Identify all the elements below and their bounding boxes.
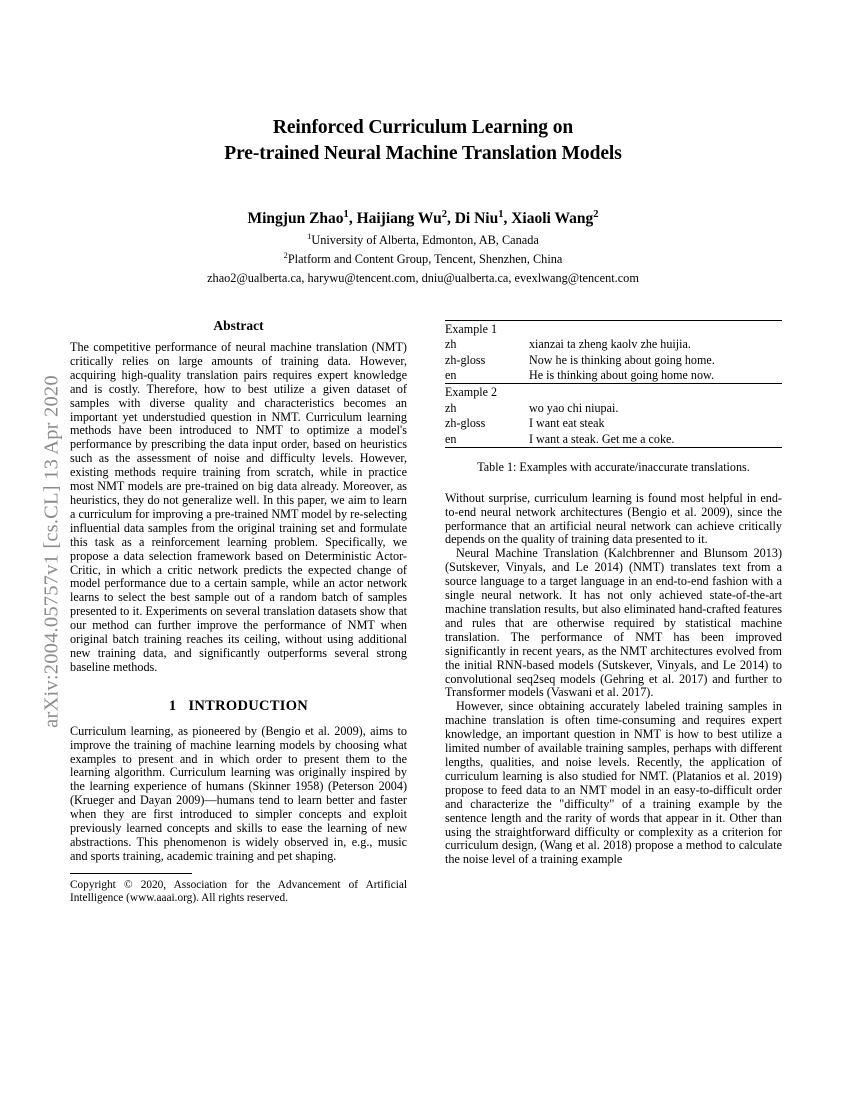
title-line-1: Reinforced Curriculum Learning on <box>272 117 574 138</box>
row-value: He is thinking about going home now. <box>529 368 714 383</box>
table-row <box>445 431 782 447</box>
introduction-number: 1 <box>168 697 177 714</box>
row-label: en <box>445 368 457 383</box>
table-row <box>445 337 782 353</box>
affiliation-2: $^2$Platform and Content Group, Tencent, Shenzhen, China <box>283 250 563 266</box>
right-column <box>445 318 782 905</box>
row-value: xianzai ta zheng kaolv zhe huijia. <box>529 337 691 352</box>
table-row <box>445 368 782 384</box>
row-label: en <box>445 431 529 447</box>
footnote-divider <box>70 873 192 874</box>
table-row <box>445 321 782 337</box>
author-emails: zhao2@ualberta.ca, harywu@tencent.com, dniu@ualberta.ca, evexlwang@tencent.com <box>207 271 639 285</box>
copyright-notice: Copyright © 2020, Association for the Advancement of Artificial Intelligence (www.aaai.org). All rights reserved. <box>70 878 407 905</box>
table-row <box>445 352 782 368</box>
row-label: zh <box>445 337 457 352</box>
row-value: I want eat steak <box>529 416 605 431</box>
page-title <box>70 115 776 167</box>
example-2-header: Example 2 <box>445 384 782 400</box>
table-caption: Table 1: Examples with accurate/inaccurate translations. <box>477 459 750 474</box>
introduction-heading <box>70 698 407 715</box>
example-1-header: Example 1 <box>445 321 782 337</box>
title-line-2: Pre-trained Neural Machine Translation Models <box>224 143 622 164</box>
right-column-text <box>445 492 782 867</box>
row-label: zh-gloss <box>445 416 486 431</box>
row-value: I want a steak. Get me a coke. <box>529 431 782 447</box>
row-value: Now he is thinking about going home. <box>529 352 715 367</box>
introduction-title: INTRODUCTION <box>188 697 309 714</box>
right-paragraph-1: Without surprise, curriculum learning is found most helpful in end-to-end neural network architectures (Bengio et al. 2009), since the performance that an artificial neural network can achieve critically depends on the quality of training data presented to it. <box>445 490 782 547</box>
two-column-body <box>70 318 782 905</box>
row-value: wo yao chi niupai. <box>529 400 619 415</box>
paper-header <box>70 115 776 286</box>
arxiv-stamp: arXiv:2004.05757v1 [cs.CL] 13 Apr 2020 <box>40 375 63 728</box>
row-label: zh <box>445 400 457 415</box>
introduction-paragraph-1: Curriculum learning, as pioneered by (Bengio et al. 2009), aims to improve the training of machine learning models by choosing what examples to present and in which order to present them to the learning algorithm. Curriculum learning was originally inspired by the learning experience of humans (Skinner 1958) (Peterson 2004) (Krueger and Dayan 2009)—humans tend to learn better and faster when they are first introduced to simpler concepts and exploit previously learned concepts and skills to ease the learning of new abstractions. This phenomenon is widely observed in, e.g., music and sports training, academic training and pet shaping. <box>70 723 407 863</box>
right-paragraph-3: However, since obtaining accurately labeled training samples in machine translation is often time-consuming and requires expert knowledge, an important question in NMT is how to best utilize a limited number of available training samples, perhaps with different lengths, qualities, and noise levels. Recently, the application of curriculum learning is also studied for NMT. (Platanios et al. 2019) propose to feed data to an NMT model in an easy-to-difficult order and characterize the "difficulty" of a training example by the sentence length and the rarity of words that appear in it. Other than using the straightforward difficulty or complexity as a criterion for curriculum design, (Wang et al. 2018) propose a method to calculate the noise level of a training example <box>445 699 782 867</box>
author-list: Mingjun Zhao$^1$, Haijiang Wu$^2$, Di Niu$^1$, Xiaoli Wang$^2$ <box>247 208 599 227</box>
row-label: zh-gloss <box>445 352 486 367</box>
affiliation-2-text: Platform and Content Group, Tencent, Shenzhen, China <box>287 252 563 266</box>
affiliation-1-text: University of Alberta, Edmonton, AB, Canada <box>311 233 539 247</box>
right-paragraph-2: Neural Machine Translation (Kalchbrenner and Blunsom 2013) (Sutskever, Vinyals, and Le 2014) (NMT) translates text from a source language to a target language in an end-to-end fashion with a single neural network. It has not only achieved state-of-the-art machine translation results, but also eliminated hand-crafted features and rules that are otherwise required by statistical machine translation. The performance of NMT has been improved significantly in recent years, as the NMT architectures evolved from the initial RNN-based models (Sutskever, Vinyals, and Le 2014) to convolutional seq2seq models (Gehring et al. 2017) and further to Transformer models (Vaswani et al. 2017). <box>445 546 782 700</box>
table-row <box>445 416 782 432</box>
examples-table <box>445 320 782 474</box>
abstract-heading: Abstract <box>213 318 264 333</box>
table-row <box>445 384 782 400</box>
table-row <box>445 400 782 416</box>
left-column <box>70 318 407 905</box>
abstract-text: The competitive performance of neural machine translation (NMT) critically relies on large amounts of training data. However, acquiring high-quality translation pairs requires expert knowledge and is costly. Therefore, how to best utilize a given dataset of samples with diverse quality and characteristics becomes an important yet understudied question in NMT. Curriculum learning methods have been introduced to NMT to optimize a model's performance by prescribing the data input order, based on heuristics such as the assessment of noise and difficulty levels. However, existing methods require training from scratch, while in practice most NMT models are pre-trained on big data already. Moreover, as heuristics, they do not generalize well. In this paper, we aim to learn a curriculum for improving a pre-trained NMT model by re-selecting influential data samples from the original training set and formulate this task as a reinforcement learning problem. Specifically, we propose a data selection framework based on Deterministic Actor-Critic, in which a critic network predicts the expected change of model performance due to a certain sample, while an actor network learns to select the best sample out of a random batch of samples presented to it. Experiments on several translation datasets show that our method can further improve the performance of NMT when original batch training reaches its ceiling, without using additional new training data, and significantly outperforms several strong baseline methods. <box>70 340 407 674</box>
affiliation-1: $^1$University of Alberta, Edmonton, AB, Canada <box>307 231 539 247</box>
